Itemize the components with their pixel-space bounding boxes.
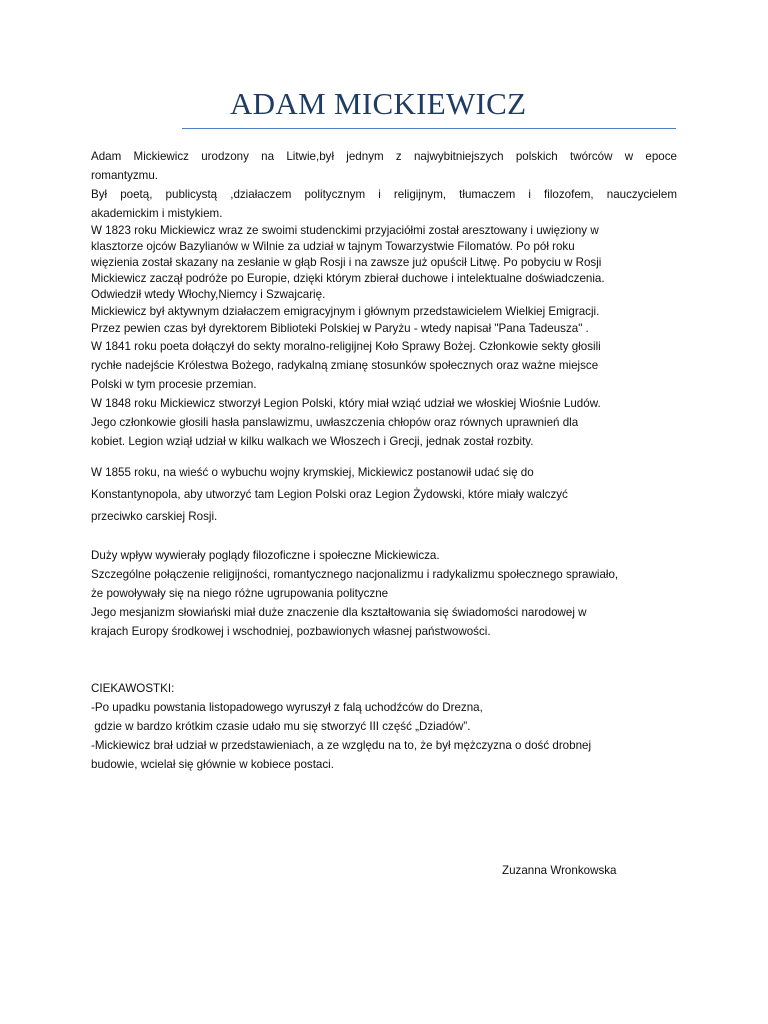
text-line: przeciwko carskiej Rosji. [91,510,218,523]
paragraph-roles [91,185,677,223]
text-line: że powoływały się na niego różne ugrupowania polityczne [91,587,389,600]
text-line: W 1841 roku poeta dołączył do sekty moralno-religijnej Koło Sprawy Bożej. Członkowie sekty głosili [91,340,601,353]
text-line: Był poetą, publicystą ,działaczem politycznym i religijnym, tłumaczem i filozofem, nauczycielem [91,188,677,201]
author-signature: Zuzanna Wronkowska [502,864,617,877]
paragraph-emigration [91,303,677,337]
text-line: W 1855 roku, na wieść o wybuchu wojny krymskiej, Mickiewicz postanowił udać się do [91,466,534,479]
text-line: Jego mesjanizm słowiański miał duże znaczenie dla kształtowania się świadomości narodowej w [91,606,587,619]
text-line: romantyzmu. [91,169,159,182]
trivia-heading: CIEKAWOSTKI: [91,682,175,695]
paragraph-legion [91,394,677,451]
text-line: Polski w tym procesie przemian. [91,378,257,391]
text-line: Mickiewicz był aktywnym działaczem emigracyjnym i głównym przedstawicielem Wielkiej Emigracji. [91,305,600,318]
paragraph-intro [91,147,677,185]
title-underline [182,128,676,129]
paragraph-trivia [91,679,677,774]
text-line: Adam Mickiewicz urodzony na Litwie,był jednym z najwybitniejszych polskich twórców w epoce [91,150,677,163]
text-line: krajach Europy środkowej i wschodniej, pozbawionych własnej państwowości. [91,625,491,638]
text-line: -Po upadku powstania listopadowego wyruszył z falą uchodźców do Drezna, [91,701,483,714]
text-line: więzienia został skazany na zesłanie w głąb Rosji i na zawsze już opuścił Litwę. Po pobyciu w Rosji [91,256,602,269]
spacer [91,641,677,679]
document-body [91,147,677,774]
text-line: W 1848 roku Mickiewicz stworzył Legion Polski, który miał wziąć udział we włoskiej Wiośnie Ludów. [91,397,601,410]
text-line: gdzie w bardzo krótkim czasie udało mu się stworzyć III część „Dziadów”. [91,720,471,733]
text-line: -Mickiewicz brał udział w przedstawieniach, a ze względu na to, że był mężczyzna o dość drobnej [91,739,592,752]
text-line: Mickiewicz zaczął podróże po Europie, dzięki którym zbierał duchowe i intelektualne doświadczenia. [91,272,605,285]
text-line: budowie, wcielał się głównie w kobiece postaci. [91,758,334,771]
text-line: Przez pewien czas był dyrektorem Biblioteki Polskiej w Paryżu - wtedy napisał "Pana Tadeusza" . [91,322,589,335]
paragraph-crimea [91,462,677,528]
text-line: Duży wpływ wywierały poglądy filozoficzne i społeczne Mickiewicza. [91,549,440,562]
text-line: W 1823 roku Mickiewicz wraz ze swoimi studenckimi przyjaciółmi został aresztowany i uwięziony w [91,224,599,237]
text-line: kobiet. Legion wziął udział w kilku walkach we Włoszech i Grecji, jednak został rozbity. [91,435,534,448]
spacer [91,528,677,546]
text-line: akademickim i mistykiem. [91,207,223,220]
text-line: rychłe nadejście Królestwa Bożego, radykalną zmianę stosunków społecznych oraz ważne miejsce [91,359,599,372]
paragraph-sect [91,337,677,394]
text-line: Odwiedził wtedy Włochy,Niemcy i Szwajcarię. [91,288,326,301]
paragraph-influence [91,546,677,641]
document-title: ADAM MICKIEWICZ [230,86,527,121]
text-line: Jego członkowie głosili hasła panslawizmu, uwłaszczenia chłopów oraz równych uprawnień dla [91,416,579,429]
paragraph-arrest [91,223,677,303]
text-line: Szczególne połączenie religijności, romantycznego nacjonalizmu i radykalizmu społecznego sprawiało, [91,568,619,581]
text-line: Konstantynopola, aby utworzyć tam Legion Polski oraz Legion Żydowski, które miały walczyć [91,488,568,501]
text-line: klasztorze ojców Bazylianów w Wilnie za udział w tajnym Towarzystwie Filomatów. Po pół roku [91,240,575,253]
spacer [91,451,677,462]
